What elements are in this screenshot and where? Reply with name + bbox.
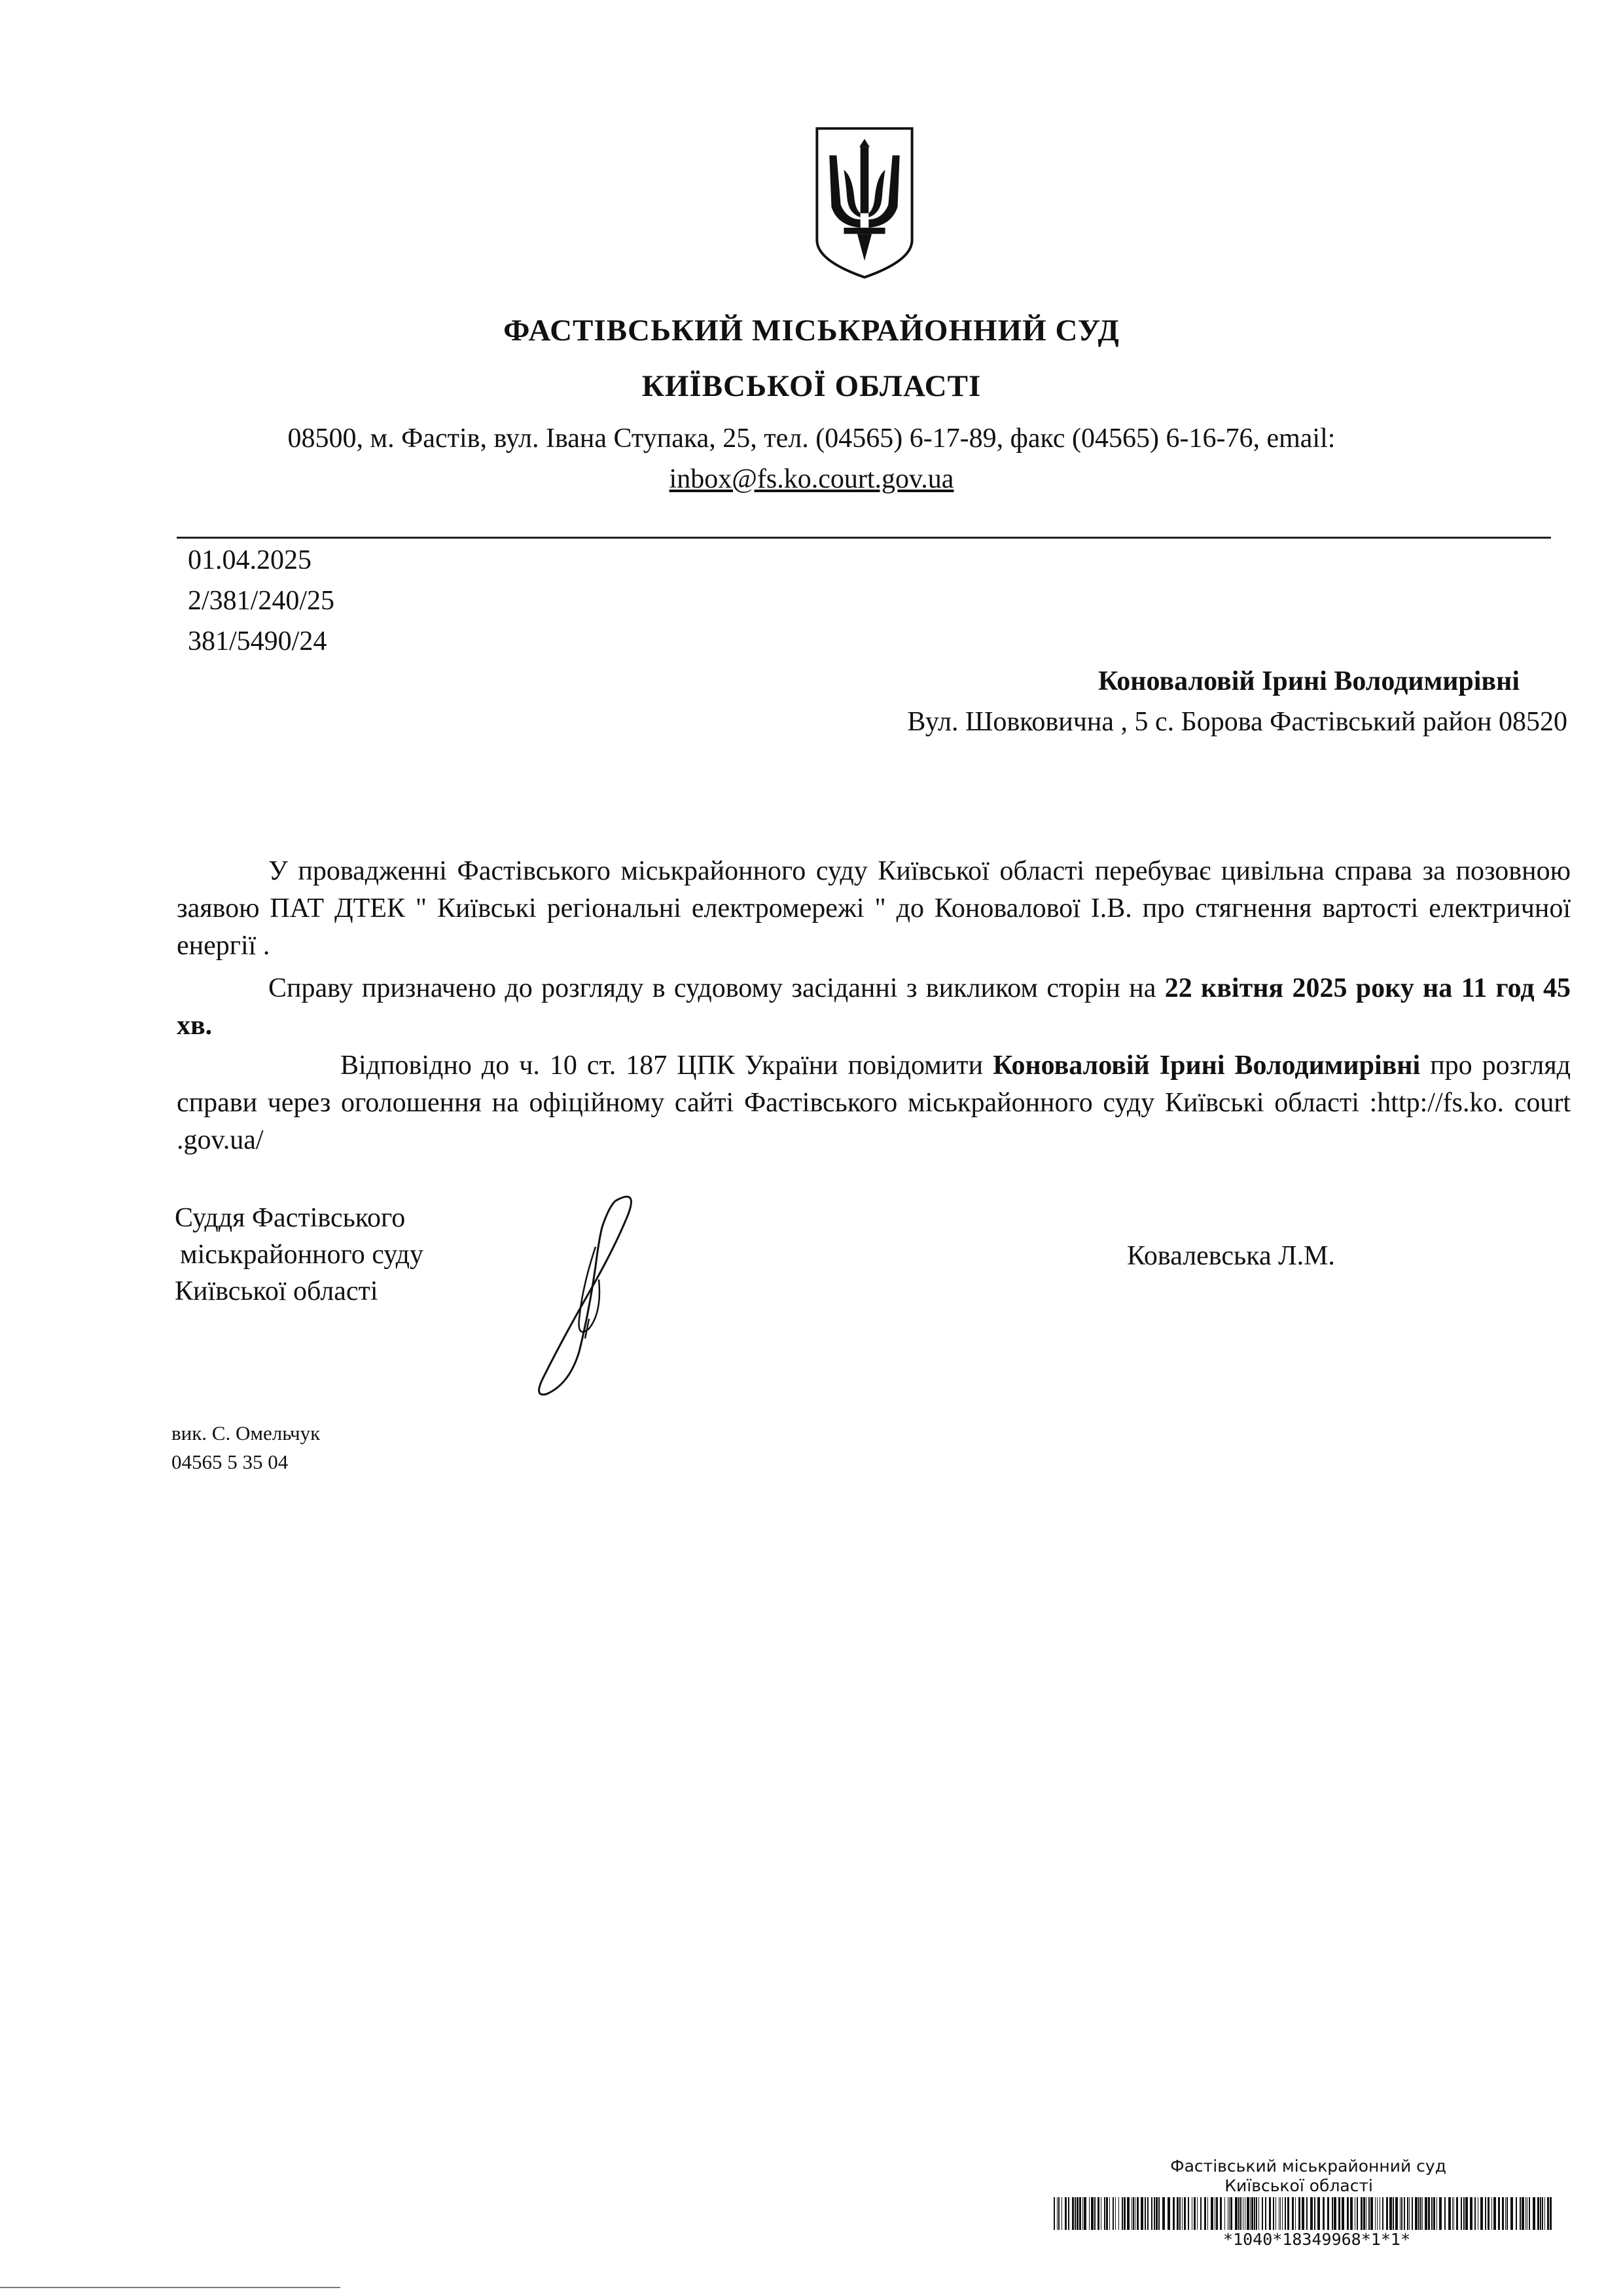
barcode-bar	[1089, 2197, 1090, 2230]
barcode-bar	[1525, 2197, 1526, 2230]
barcode-bar	[1106, 2197, 1108, 2230]
barcode-bar	[1537, 2197, 1539, 2230]
barcode-bar	[1285, 2197, 1286, 2230]
barcode-bar	[1162, 2197, 1165, 2230]
barcode-bar	[1338, 2197, 1340, 2230]
barcode-bar	[1452, 2197, 1453, 2230]
barcode-bar	[1133, 2197, 1134, 2230]
barcode-bar	[1409, 2197, 1410, 2230]
barcode-bar	[1273, 2197, 1274, 2230]
barcode-bar	[1147, 2197, 1149, 2230]
barcode-bar	[1422, 2197, 1423, 2230]
judge-signature	[517, 1188, 661, 1404]
barcode-bar	[1118, 2197, 1119, 2230]
barcode-bar	[1540, 2197, 1541, 2230]
barcode-bar	[1141, 2197, 1143, 2230]
stamp-court: Фастівський міськрайонний суд	[1170, 2157, 1446, 2176]
barcode-bar	[1493, 2197, 1496, 2230]
barcode-bar	[1091, 2197, 1094, 2230]
barcode-bar	[1184, 2197, 1186, 2230]
barcode-bar	[1342, 2197, 1344, 2230]
barcode-bar	[1151, 2197, 1152, 2230]
barcode-bar	[1491, 2197, 1492, 2230]
barcode-bar	[1498, 2197, 1500, 2230]
barcode-bar	[1439, 2197, 1442, 2230]
barcode-bar	[1084, 2197, 1086, 2230]
barcode-bar	[1072, 2197, 1074, 2230]
barcode-bar	[1097, 2197, 1099, 2230]
barcode-bar	[1177, 2197, 1179, 2230]
barcode-bar	[1256, 2197, 1257, 2230]
barcode-bar	[1265, 2197, 1266, 2230]
barcode-bar	[1194, 2197, 1196, 2230]
barcode-bar	[1251, 2197, 1253, 2230]
barcode-bar	[1057, 2197, 1058, 2230]
barcode-bar	[1216, 2197, 1218, 2230]
barcode-bar	[1368, 2197, 1370, 2230]
barcode-bar	[1463, 2197, 1465, 2230]
barcode-bar	[1544, 2197, 1545, 2230]
barcode-bar	[1168, 2197, 1170, 2230]
barcode-bar	[1428, 2197, 1430, 2230]
header-divider	[177, 537, 1551, 539]
barcode-bar	[1433, 2197, 1435, 2230]
ukraine-trident-emblem-icon	[813, 124, 916, 281]
letter-date: 01.04.2025	[188, 545, 312, 575]
barcode-bar	[1317, 2197, 1320, 2230]
barcode-bar	[1182, 2197, 1183, 2230]
barcode-bar	[1124, 2197, 1126, 2230]
barcode-bar	[1529, 2197, 1530, 2230]
barcode-bar	[1461, 2197, 1462, 2230]
barcode-bar	[1211, 2197, 1213, 2230]
barcode-bar	[1094, 2197, 1096, 2230]
barcode-bar	[1377, 2197, 1378, 2230]
barcode-bar	[1287, 2197, 1289, 2230]
barcode-bar	[1275, 2197, 1276, 2230]
barcode-bar	[1310, 2197, 1313, 2230]
barcode-bar	[1332, 2197, 1333, 2230]
barcode-bar	[1262, 2197, 1263, 2230]
barcode-bar	[1200, 2197, 1202, 2230]
case-number: 381/5490/24	[188, 626, 327, 656]
barcode-bar	[1229, 2197, 1230, 2230]
barcode-bar	[1207, 2197, 1208, 2230]
barcode-bar	[1485, 2197, 1486, 2230]
barcode-bar	[1079, 2197, 1081, 2230]
barcode-bar	[1235, 2197, 1238, 2230]
barcode-bar	[1292, 2197, 1294, 2230]
barcode-icon	[1054, 2197, 1554, 2230]
barcode-bar	[1418, 2197, 1419, 2230]
barcode-bar	[1075, 2197, 1076, 2230]
stamp-region: Київської області	[1224, 2176, 1373, 2195]
executor-name: вик. С. Омельчук	[171, 1422, 321, 1444]
barcode-bar	[1154, 2197, 1155, 2230]
barcode-bar	[1507, 2197, 1508, 2230]
body-paragraph-proceedings: У провадженні Фастівського міськрайонного суду Київської області перебуває цивільна справа за позовною заявою ПАТ ДТЕК " Київські регіональні електромережі " до Коновалової І.В. про стягнення вартості електричної енергії .	[177, 856, 1571, 961]
barcode-bar	[1247, 2197, 1249, 2230]
barcode-bar	[1505, 2197, 1506, 2230]
barcode-bar	[1370, 2197, 1373, 2230]
barcode-bar	[1295, 2197, 1296, 2230]
barcode-bar	[1327, 2197, 1329, 2230]
barcode-bar	[1137, 2197, 1139, 2230]
barcode-bar	[1470, 2197, 1472, 2230]
judge-name: Ковалевська Л.М.	[1127, 1241, 1335, 1271]
barcode-bar	[1550, 2197, 1552, 2230]
barcode-bar	[1280, 2197, 1281, 2230]
barcode-bar	[1382, 2197, 1383, 2230]
barcode-bar	[1520, 2197, 1521, 2230]
judge-title-line: Київської області	[175, 1276, 378, 1306]
judge-title-line: міськрайонного суду	[180, 1240, 424, 1270]
court-address: 08500, м. Фастів, вул. Івана Ступака, 25, тел. (04565) 6-17-89, факс (04565) 6-16-76, email:	[287, 423, 1336, 454]
barcode-bar	[1474, 2197, 1476, 2230]
barcode-bar	[1334, 2197, 1336, 2230]
barcode-bar	[1254, 2197, 1255, 2230]
barcode-bar	[1425, 2197, 1427, 2230]
barcode-bar	[1488, 2197, 1489, 2230]
barcode-bar	[1533, 2197, 1535, 2230]
recipient-address: Вул. Шовковична , 5 с. Борова Фастівський район 08520	[907, 707, 1567, 737]
barcode-bar	[1054, 2197, 1055, 2230]
barcode-bar	[1350, 2197, 1353, 2230]
barcode-bar	[1109, 2197, 1110, 2230]
barcode-bar	[1389, 2197, 1392, 2230]
barcode-bar	[1298, 2197, 1300, 2230]
barcode-bar	[1188, 2197, 1189, 2230]
barcode-bar	[1145, 2197, 1146, 2230]
barcode-bar	[1448, 2197, 1451, 2230]
barcode-bar	[1113, 2197, 1114, 2230]
barcode-bar	[1258, 2197, 1259, 2230]
barcode-bar	[1502, 2197, 1504, 2230]
barcode-bar	[1516, 2197, 1517, 2230]
barcode-bar	[1404, 2197, 1405, 2230]
barcode-bar	[1522, 2197, 1524, 2230]
barcode-bar	[1363, 2197, 1365, 2230]
barcode-bar	[1127, 2197, 1130, 2230]
barcode-bar	[1158, 2197, 1160, 2230]
barcode-bar	[1436, 2197, 1437, 2230]
judge-title-line: Суддя Фастівського	[175, 1203, 406, 1233]
notice-text-end: про розгляд справи через оголошення на офіційному сайті Фастівського міськрайонного суду Київські області :http://fs.ko. court .gov.ua/	[177, 1050, 1571, 1155]
barcode-bar	[1173, 2197, 1175, 2230]
executor-phone: 04565 5 35 04	[171, 1450, 289, 1473]
barcode-bar	[1077, 2197, 1079, 2230]
barcode-bar	[1415, 2197, 1418, 2230]
barcode-bar	[1323, 2197, 1325, 2230]
hearing-text: Справу призначено до розгляду в судовому засіданні з викликом сторін на	[268, 973, 1156, 1003]
barcode-bar	[1375, 2197, 1376, 2230]
barcode-bar	[1510, 2197, 1513, 2230]
barcode-bar	[1444, 2197, 1446, 2230]
barcode-bar	[1401, 2197, 1402, 2230]
barcode-bar	[1122, 2197, 1123, 2230]
barcode-bar	[1115, 2197, 1116, 2230]
barcode-bar	[1250, 2197, 1251, 2230]
barcode-bar	[1357, 2197, 1358, 2230]
barcode-bar	[1386, 2197, 1388, 2230]
judge-title	[175, 1200, 423, 1310]
hearing-datetime: 22 квітня 2025 року на 11 год 45 хв.	[177, 973, 1571, 1041]
registration-stamp	[1047, 2157, 1558, 2250]
body-paragraph-notice	[177, 1047, 1571, 1159]
court-name: ФАСТІВСЬКИЙ МІСЬКРАЙОННИЙ СУД	[503, 314, 1120, 348]
barcode-bar	[1179, 2197, 1181, 2230]
barcode-bar	[1420, 2197, 1421, 2230]
notice-recipient-name: Коноваловій Ірині Володимирівні	[993, 1050, 1421, 1081]
barcode-bar	[1302, 2197, 1304, 2230]
recipient-name: Коноваловій Ірині Володимирівні	[1097, 666, 1520, 696]
barcode-bar	[1230, 2197, 1232, 2230]
barcode-bar	[1456, 2197, 1458, 2230]
court-email-link[interactable]: inbox@fs.ko.court.gov.ua	[669, 464, 954, 494]
barcode-bar	[1542, 2197, 1543, 2230]
court-region: КИЇВСЬКОЇ ОБЛАСТІ	[641, 369, 982, 403]
barcode-bar	[1282, 2197, 1283, 2230]
barcode-bar	[1240, 2197, 1241, 2230]
barcode-bar	[1238, 2197, 1240, 2230]
notice-text-start: Відповідно до ч. 10 ст. 187 ЦПК України повідомити	[340, 1050, 984, 1081]
scan-edge-line	[0, 2287, 340, 2288]
barcode-bar	[1431, 2197, 1433, 2230]
barcode-bar	[1224, 2197, 1225, 2230]
barcode-bar	[1306, 2197, 1308, 2230]
barcode-bar	[1480, 2197, 1483, 2230]
barcode-bar	[1395, 2197, 1398, 2230]
barcode-bar	[1220, 2197, 1222, 2230]
body-paragraph-hearing	[177, 970, 1571, 1045]
outgoing-number: 2/381/240/25	[188, 586, 335, 616]
barcode-bar	[1407, 2197, 1408, 2230]
barcode-bar	[1412, 2197, 1413, 2230]
barcode-bar	[1393, 2197, 1394, 2230]
barcode-bar	[1061, 2197, 1062, 2230]
barcode-number: *1040*18349968*1*1*	[1223, 2230, 1410, 2249]
barcode-bar	[1347, 2197, 1349, 2230]
barcode-bar	[1314, 2197, 1315, 2230]
barcode-bar	[1156, 2197, 1158, 2230]
barcode-bar	[1058, 2197, 1060, 2230]
barcode-bar	[1361, 2197, 1363, 2230]
executor-info	[171, 1419, 320, 1477]
barcode-bar	[1082, 2197, 1083, 2230]
barcode-bar	[1197, 2197, 1198, 2230]
barcode-bar	[1465, 2197, 1468, 2230]
barcode-bar	[1269, 2197, 1271, 2230]
barcode-bar	[1065, 2197, 1067, 2230]
barcode-bar	[1204, 2197, 1206, 2230]
barcode-bar	[1104, 2197, 1105, 2230]
barcode-bar	[1068, 2197, 1069, 2230]
barcode-bar	[1547, 2197, 1549, 2230]
